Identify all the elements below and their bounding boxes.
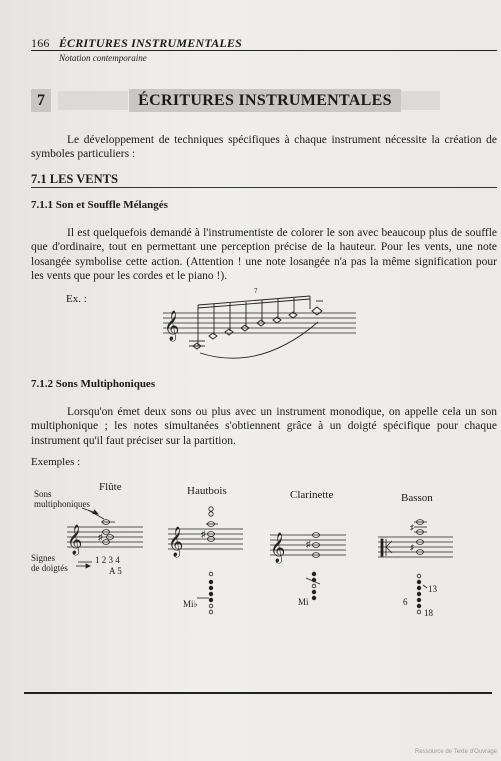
bassoon-key-18: 18 <box>424 608 433 618</box>
sharp-icon: ♯ <box>410 523 414 532</box>
instrument-label-bassoon: Basson <box>401 492 433 504</box>
chapter-number: 7 <box>31 89 51 112</box>
bassoon-key-6: 6 <box>403 597 408 607</box>
breath-example-notes <box>189 296 323 358</box>
bassoon-staff <box>378 520 453 614</box>
subsection-heading-1: 7.1.1 Son et Souffle Mélangés <box>31 199 168 211</box>
sharp-icon: ♯ <box>306 539 311 549</box>
example-label: Ex. : <box>66 293 87 305</box>
treble-clef-icon: 𝄞 <box>164 311 180 341</box>
instrument-label-oboe: Hautbois <box>187 485 227 497</box>
instrument-label-clarinet: Clarinette <box>290 489 334 501</box>
watermark: Ressource de Texte d'Ouvrage <box>415 749 498 755</box>
breath-paragraph: Il est quelquefois demandé à l'instrumentiste de colorer le son avec beaucoup plus de souffle que d'ordinaire, tout en permettant une perception précise de la hauteur. Pour les vents, une note losangée symbolise cette action. (Attention ! une note losangée n'a pas la même signification pour les vents que pour les cordes et le piano !). <box>31 227 497 282</box>
sons-label-line: Sons <box>34 489 52 499</box>
section-heading: 7.1 LES VENTS <box>31 172 118 186</box>
sharp-icon: ♯ <box>201 529 206 539</box>
breath-example-staff <box>163 313 356 333</box>
subsection-heading-2: 7.1.2 Sons Multiphoniques <box>31 378 156 390</box>
page-number: 166 <box>31 36 50 50</box>
treble-clef-icon: 𝄞 <box>168 527 184 557</box>
running-subtitle: Notation contemporaine <box>59 53 147 63</box>
oboe-key-label: Mi♭ <box>183 599 198 609</box>
bassoon-key-13: 13 <box>428 584 437 594</box>
flute-fingering-keys: A 5 <box>109 566 122 576</box>
oboe-staff <box>168 507 243 614</box>
intro-paragraph: Le développement de techniques spécifiques à chaque instrument nécessite la création de symboles particuliers : <box>31 134 497 161</box>
clarinet-key-label: Mi <box>298 597 309 607</box>
chapter-title: ÉCRITURES INSTRUMENTALES <box>129 89 401 112</box>
flute-fingering-numbers: 1 2 3 4 <box>95 555 120 565</box>
sharp-icon: ♯ <box>410 543 414 552</box>
treble-clef-icon: 𝄞 <box>67 525 83 555</box>
signes-label-line: de doigtés <box>31 563 68 573</box>
sharp-icon: ♯ <box>98 532 103 542</box>
treble-clef-icon: 𝄞 <box>270 533 286 563</box>
sons-label-line: multiphoniques <box>34 499 90 509</box>
multiphonic-paragraph: Lorsqu'on émet deux sons ou plus avec un instrument monodique, on appelle cela un son multiphonique ; les notes simultanées s'obtiennent grâce à un doigté spécifique pour chaque instrument qu'il faut préciser sur la partition. <box>31 406 497 447</box>
signes-label-line: Signes <box>31 553 56 563</box>
running-title: ÉCRITURES INSTRUMENTALES <box>58 36 243 50</box>
instrument-label-flute: Flûte <box>99 481 122 493</box>
tuplet-number: 7 <box>254 287 258 295</box>
footer-rule <box>24 692 492 694</box>
examples-label: Exemples : <box>31 456 81 468</box>
